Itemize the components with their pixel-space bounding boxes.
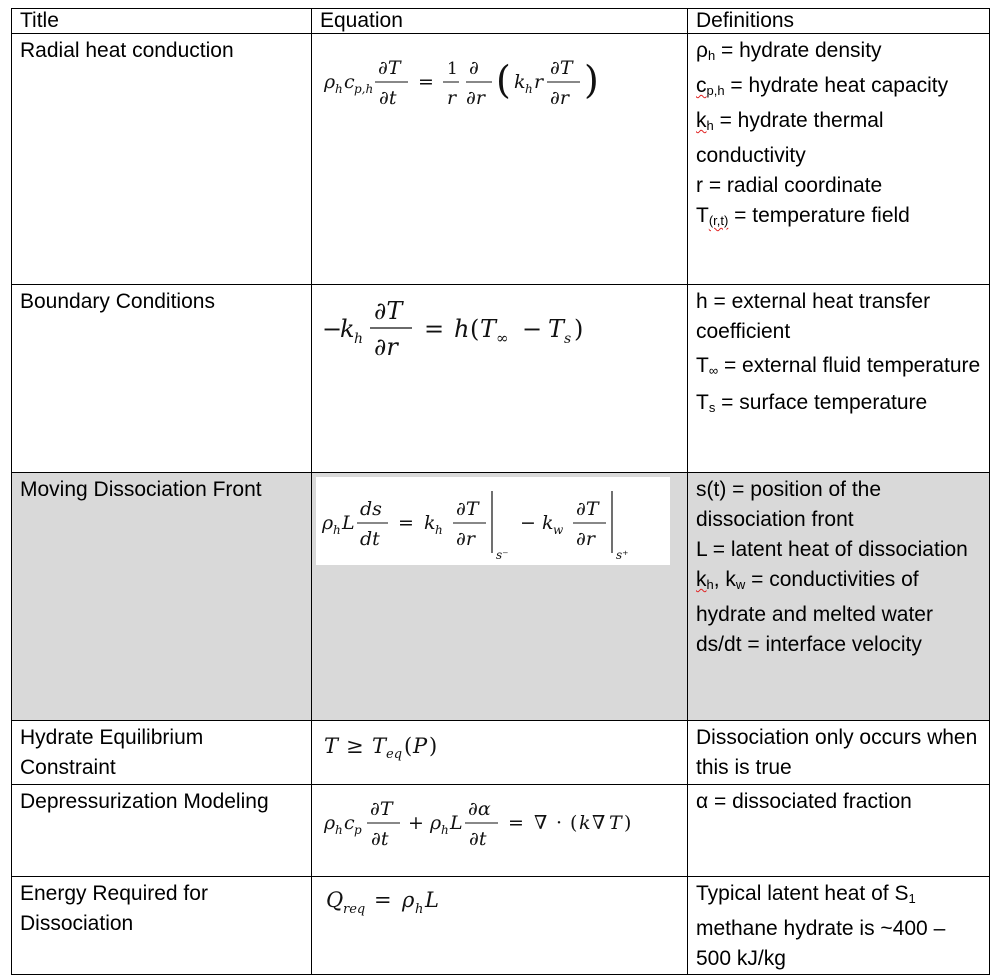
svg-text:c: c — [344, 812, 355, 834]
svg-text:P: P — [413, 734, 428, 758]
svg-text:(: ( — [404, 734, 413, 758]
table-row — [12, 473, 990, 721]
svg-text:h: h — [354, 331, 364, 347]
svg-text:−: − — [322, 315, 343, 343]
svg-text:k: k — [542, 512, 554, 534]
definition-line: α = dissociated fraction — [696, 790, 912, 813]
definitions-cell — [688, 721, 990, 785]
definition-line: $T_{(r,t)}$ = temperature field — [696, 204, 910, 228]
definition-line: L = latent heat of dissociation — [696, 538, 968, 561]
definition-line: r = radial coordinate — [696, 174, 883, 197]
svg-text:∂T: ∂T — [374, 297, 403, 325]
svg-text:L: L — [425, 888, 439, 912]
svg-text:=: = — [398, 512, 414, 534]
header-title: Title — [12, 9, 312, 34]
svg-text:T: T — [548, 315, 565, 343]
definition-line: Typical latent heat of $S_1$ methane hydrate is ~400 – 500 kJ/kg — [696, 882, 946, 970]
svg-text:s⁻: s⁻ — [496, 548, 509, 562]
svg-text:): ) — [624, 812, 632, 834]
svg-text:(: ( — [496, 58, 511, 102]
svg-text:h: h — [333, 523, 341, 537]
table-row — [12, 785, 990, 877]
table-row — [12, 721, 990, 785]
svg-text:∂t: ∂t — [379, 87, 397, 109]
svg-text:1: 1 — [447, 59, 458, 79]
svg-text:): ) — [574, 315, 584, 343]
svg-text:w: w — [553, 523, 564, 537]
row-title: Energy Required for Dissociation — [12, 877, 312, 975]
svg-text:∂r: ∂r — [576, 528, 595, 550]
svg-text:ρ: ρ — [322, 512, 334, 534]
row-title: Moving Dissociation Front — [12, 473, 312, 721]
svg-text:s: s — [564, 331, 572, 347]
svg-text:eq: eq — [386, 747, 403, 762]
svg-text:ρ: ρ — [324, 812, 336, 834]
svg-text:s⁺: s⁺ — [616, 548, 629, 562]
equation-cell — [312, 473, 688, 721]
svg-text:∂T: ∂T — [370, 798, 393, 820]
row-title: Boundary Conditions — [12, 285, 312, 473]
svg-text:≥: ≥ — [346, 734, 364, 758]
definition-line: s(t) = position of the dissociation front — [696, 478, 882, 531]
svg-text:∂t: ∂t — [371, 828, 389, 850]
svg-text:−: − — [520, 512, 536, 534]
svg-text:L: L — [450, 812, 463, 834]
svg-text:∂r: ∂r — [466, 87, 485, 109]
svg-text:T: T — [609, 812, 622, 834]
definition-line: $k_h$, $k_w$ = conductivities of hydrate and melted water — [696, 568, 933, 626]
svg-text:h: h — [415, 902, 424, 917]
svg-text:h: h — [335, 823, 343, 837]
header-row — [12, 9, 990, 34]
svg-text:h: h — [435, 523, 443, 537]
svg-text:=: = — [374, 888, 392, 912]
equation-equilibrium — [316, 725, 683, 765]
definition-line: h = external heat transfer coefficient — [696, 290, 931, 343]
svg-text:∂T: ∂T — [550, 57, 573, 79]
svg-text:=: = — [424, 315, 445, 343]
svg-text:∞: ∞ — [496, 329, 509, 347]
svg-text:T: T — [324, 734, 339, 758]
svg-text:k: k — [579, 812, 591, 834]
svg-text:h: h — [454, 315, 470, 343]
row-title: Radial heat conduction — [12, 34, 312, 285]
svg-text:∂t: ∂t — [469, 828, 487, 850]
definitions-cell — [688, 877, 990, 975]
equation-boundary-conditions — [316, 293, 683, 363]
svg-text:T: T — [372, 734, 387, 758]
svg-text:): ) — [584, 58, 599, 102]
svg-text:∂r: ∂r — [456, 528, 475, 550]
svg-text:∇: ∇ — [534, 812, 548, 834]
svg-text:ρ: ρ — [324, 71, 336, 93]
svg-text:∂T: ∂T — [576, 498, 599, 520]
svg-text:∂: ∂ — [469, 57, 479, 79]
table-row — [12, 285, 990, 473]
svg-text:∂T: ∂T — [456, 498, 479, 520]
equations-table — [11, 8, 990, 975]
svg-text:): ) — [429, 734, 438, 758]
header-definitions: Definitions — [688, 9, 990, 34]
svg-text:=: = — [418, 71, 434, 93]
equation-depressurization — [316, 787, 683, 857]
definitions-cell — [688, 473, 990, 721]
equation-cell — [312, 877, 688, 975]
svg-text:c: c — [344, 71, 355, 93]
svg-text:r: r — [447, 87, 457, 109]
svg-text:k: k — [514, 71, 526, 93]
svg-text:r: r — [534, 71, 544, 93]
svg-text:p: p — [354, 823, 362, 837]
equation-cell — [312, 721, 688, 785]
svg-text:h: h — [525, 82, 533, 96]
svg-text:+: + — [408, 812, 424, 834]
definition-line: $c_{p,h}$ = hydrate heat capacity — [696, 74, 949, 98]
definition-line: $k_h$ = hydrate thermal conductivity — [696, 109, 884, 167]
definition-line: Dissociation only occurs when this is true — [696, 726, 978, 779]
svg-text:h: h — [335, 82, 343, 96]
svg-text:ρ: ρ — [402, 888, 415, 912]
table-row — [12, 877, 990, 975]
svg-text:=: = — [508, 812, 524, 834]
equation-energy-required — [316, 881, 683, 921]
svg-text:dt: dt — [360, 528, 380, 550]
definitions-cell — [688, 285, 990, 473]
definition-line: $T_\infty$ = external fluid temperature — [696, 354, 981, 378]
row-title: Depressurization Modeling — [12, 785, 312, 877]
equation-cell — [312, 34, 688, 285]
svg-text:(: ( — [570, 812, 578, 834]
svg-text:h: h — [441, 823, 449, 837]
definitions-cell — [688, 785, 990, 877]
svg-text:Q: Q — [326, 888, 344, 912]
svg-text:−: − — [522, 315, 543, 343]
svg-text:ρ: ρ — [430, 812, 442, 834]
equation-cell — [312, 285, 688, 473]
svg-text:∂r: ∂r — [374, 333, 398, 361]
svg-text:ds: ds — [360, 498, 382, 520]
svg-text:·: · — [556, 812, 563, 834]
svg-text:T: T — [480, 315, 497, 343]
svg-text:(: ( — [470, 315, 480, 343]
svg-text:∇: ∇ — [592, 812, 606, 834]
svg-text:∂r: ∂r — [550, 87, 569, 109]
table-row — [12, 34, 990, 285]
svg-text:L: L — [342, 512, 355, 534]
row-title: Hydrate Equilibrium Constraint — [12, 721, 312, 785]
svg-text:∂α: ∂α — [468, 798, 491, 820]
svg-text:k: k — [424, 512, 436, 534]
definition-line: $T_s$ = surface temperature — [696, 391, 928, 415]
equation-moving-front — [316, 477, 670, 565]
header-equation: Equation — [312, 9, 688, 34]
definitions-cell — [688, 34, 990, 285]
svg-text:p,h: p,h — [354, 82, 374, 96]
svg-text:k: k — [340, 315, 355, 343]
svg-text:∂T: ∂T — [378, 57, 401, 79]
equation-cell — [312, 785, 688, 877]
definition-line: ds/dt = interface velocity — [696, 633, 922, 656]
equation-radial-conduction — [316, 42, 683, 112]
definition-line: $\rho_h$ = hydrate density — [696, 39, 882, 63]
svg-text:req: req — [343, 902, 366, 917]
